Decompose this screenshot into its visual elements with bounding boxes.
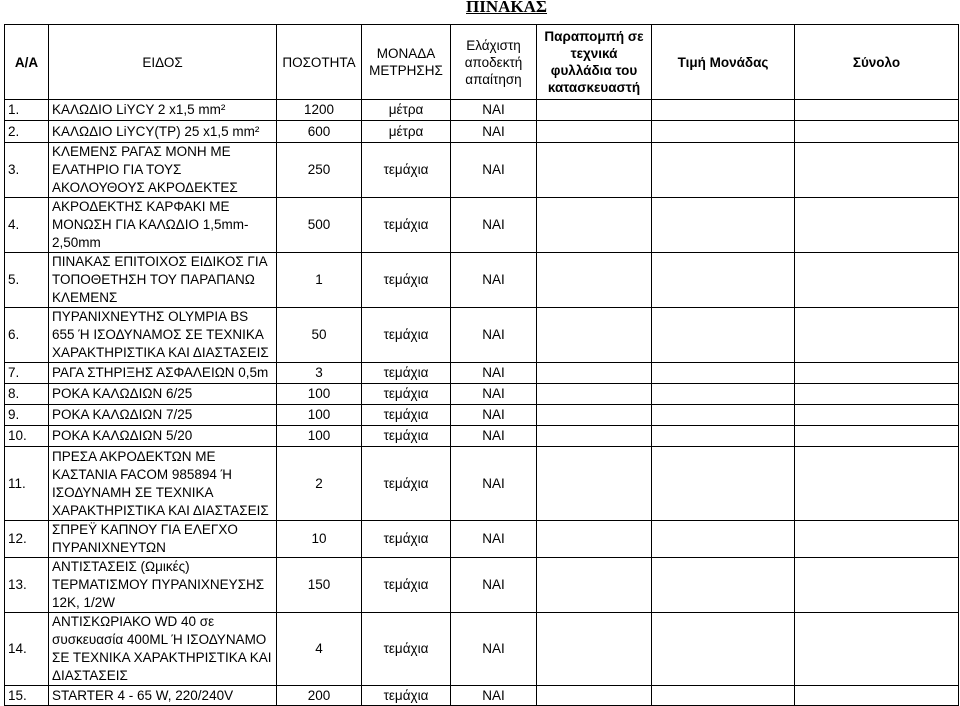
row-quantity: 100 xyxy=(277,426,362,447)
row-number: 11. xyxy=(5,447,49,521)
row-quantity: 150 xyxy=(277,558,362,613)
row-min-req: ΝΑΙ xyxy=(451,198,537,253)
table-row xyxy=(5,384,959,405)
row-ref xyxy=(537,198,652,253)
row-number: 5. xyxy=(5,253,49,308)
row-number: 1. xyxy=(5,100,49,121)
row-item: ΚΛΕΜΕΝΣ ΡΑΓΑΣ ΜΟΝΗ ΜΕ ΕΛΑΤΗΡΙΟ ΓΙΑ ΤΟΥΣ ΑΚΟΛΟΥΘΟΥΣ ΑΚΡΟΔΕΚΤΕΣ xyxy=(49,143,277,198)
row-min-req: ΝΑΙ xyxy=(451,447,537,521)
row-item: ΚΑΛΩΔΙΟ LiYCY(TP) 25 x1,5 mm² xyxy=(49,121,277,143)
row-total xyxy=(795,405,959,426)
row-ref xyxy=(537,308,652,363)
row-total xyxy=(795,613,959,686)
table-row xyxy=(5,405,959,426)
row-min-req: ΝΑΙ xyxy=(451,558,537,613)
row-unit: τεμάχια xyxy=(362,308,451,363)
row-item: STARTER 4 - 65 W, 220/240V xyxy=(49,686,277,706)
row-unit: τεμάχια xyxy=(362,143,451,198)
row-min-req: ΝΑΙ xyxy=(451,405,537,426)
row-unit: τεμάχια xyxy=(362,405,451,426)
row-number: 10. xyxy=(5,426,49,447)
row-total xyxy=(795,308,959,363)
header-quantity: ΠΟΣΟΤΗΤΑ xyxy=(277,25,362,100)
row-min-req: ΝΑΙ xyxy=(451,308,537,363)
row-item: ΠΥΡΑΝΙΧΝΕΥΤΗΣ OLYMPIA BS 655 Ή ΙΣΟΔΥΝΑΜΟΣ ΣΕ ΤΕΧΝΙΚΑ ΧΑΡΑΚΤΗΡΙΣΤΙΚΑ ΚΑΙ ΔΙΑΣΤΑΣΕΙΣ xyxy=(49,308,277,363)
row-quantity: 250 xyxy=(277,143,362,198)
table-body xyxy=(5,100,959,706)
row-min-req: ΝΑΙ xyxy=(451,426,537,447)
row-item: ΑΝΤΙΣΚΩΡΙΑΚΟ WD 40 σε συσκευασία 400ML Ή ΙΣΟΔΥΝΑΜΟ ΣΕ ΤΕΧΝΙΚΑ ΧΑΡΑΚΤΗΡΙΣΤΙΚΑ ΚΑΙ ΔΙΑΣΤΑΣΕΙΣ xyxy=(49,613,277,686)
row-ref xyxy=(537,100,652,121)
row-number: 3. xyxy=(5,143,49,198)
row-quantity: 1 xyxy=(277,253,362,308)
header-min-req: Ελάχιστη αποδεκτή απαίτηση xyxy=(451,25,537,100)
row-unit: τεμάχια xyxy=(362,253,451,308)
row-unit-price xyxy=(652,363,795,384)
table-row xyxy=(5,686,959,706)
row-unit-price xyxy=(652,384,795,405)
row-number: 4. xyxy=(5,198,49,253)
row-quantity: 2 xyxy=(277,447,362,521)
table-row xyxy=(5,363,959,384)
row-ref xyxy=(537,686,652,706)
row-ref xyxy=(537,253,652,308)
row-quantity: 1200 xyxy=(277,100,362,121)
header-row xyxy=(5,25,959,100)
row-unit: τεμάχια xyxy=(362,426,451,447)
items-table xyxy=(4,24,959,706)
row-unit-price xyxy=(652,198,795,253)
row-item: ΡΟΚΑ ΚΑΛΩΔΙΩΝ 7/25 xyxy=(49,405,277,426)
row-min-req: ΝΑΙ xyxy=(451,253,537,308)
row-item: ΣΠΡΕΫ ΚΑΠΝΟΥ ΓΙΑ ΕΛΕΓΧΟ ΠΥΡΑΝΙΧΝΕΥΤΩΝ xyxy=(49,521,277,558)
row-item: ΠΙΝΑΚΑΣ ΕΠΙΤΟΙΧΟΣ ΕΙΔΙΚΟΣ ΓΙΑ ΤΟΠΟΘΕΤΗΣΗ ΤΟΥ ΠΑΡΑΠΑΝΩ ΚΛΕΜΕΝΣ xyxy=(49,253,277,308)
row-number: 9. xyxy=(5,405,49,426)
table-row xyxy=(5,613,959,686)
row-unit: τεμάχια xyxy=(362,686,451,706)
row-unit: τεμάχια xyxy=(362,613,451,686)
row-min-req: ΝΑΙ xyxy=(451,363,537,384)
row-unit: μέτρα xyxy=(362,121,451,143)
row-quantity: 100 xyxy=(277,405,362,426)
header-ref: Παραπομπή σε τεχνικά φυλλάδια του κατασκευαστή xyxy=(537,25,652,100)
row-quantity: 3 xyxy=(277,363,362,384)
row-number: 2. xyxy=(5,121,49,143)
row-unit-price xyxy=(652,558,795,613)
table-row xyxy=(5,308,959,363)
row-total xyxy=(795,426,959,447)
row-unit: τεμάχια xyxy=(362,363,451,384)
row-total xyxy=(795,253,959,308)
row-ref xyxy=(537,143,652,198)
table-row xyxy=(5,143,959,198)
row-unit-price xyxy=(652,253,795,308)
row-ref xyxy=(537,521,652,558)
row-ref xyxy=(537,384,652,405)
row-unit-price xyxy=(652,405,795,426)
row-unit-price xyxy=(652,613,795,686)
header-unit-price: Τιμή Μονάδας xyxy=(652,25,795,100)
header-item: ΕΙΔΟΣ xyxy=(49,25,277,100)
row-total xyxy=(795,100,959,121)
header-unit: ΜΟΝΑΔΑ ΜΕΤΡΗΣΗΣ xyxy=(362,25,451,100)
row-quantity: 4 xyxy=(277,613,362,686)
row-min-req: ΝΑΙ xyxy=(451,384,537,405)
row-item: ΚΑΛΩΔΙΟ LiYCY 2 x1,5 mm² xyxy=(49,100,277,121)
table-row xyxy=(5,521,959,558)
row-unit-price xyxy=(652,426,795,447)
row-quantity: 600 xyxy=(277,121,362,143)
table-row xyxy=(5,198,959,253)
row-total xyxy=(795,384,959,405)
table-row xyxy=(5,426,959,447)
row-number: 6. xyxy=(5,308,49,363)
row-total xyxy=(795,143,959,198)
row-min-req: ΝΑΙ xyxy=(451,613,537,686)
row-min-req: ΝΑΙ xyxy=(451,143,537,198)
row-total xyxy=(795,686,959,706)
header-aa: Α/Α xyxy=(5,25,49,100)
row-unit-price xyxy=(652,686,795,706)
row-item: ΑΚΡΟΔΕΚΤΗΣ ΚΑΡΦΑΚΙ ΜΕ ΜΟΝΩΣΗ ΓΙΑ ΚΑΛΩΔΙΟ 1,5mm-2,50mm xyxy=(49,198,277,253)
table-row xyxy=(5,253,959,308)
row-quantity: 50 xyxy=(277,308,362,363)
row-total xyxy=(795,198,959,253)
row-unit: τεμάχια xyxy=(362,521,451,558)
row-quantity: 200 xyxy=(277,686,362,706)
row-quantity: 500 xyxy=(277,198,362,253)
header-total: Σύνολο xyxy=(795,25,959,100)
row-unit-price xyxy=(652,121,795,143)
row-total xyxy=(795,121,959,143)
table-row xyxy=(5,447,959,521)
row-number: 14. xyxy=(5,613,49,686)
table-row xyxy=(5,100,959,121)
row-item: ΡΑΓΑ ΣΤΗΡΙΞΗΣ ΑΣΦΑΛΕΙΩΝ 0,5m xyxy=(49,363,277,384)
row-unit-price xyxy=(652,143,795,198)
row-total xyxy=(795,447,959,521)
row-item: ΡΟΚΑ ΚΑΛΩΔΙΩΝ 5/20 xyxy=(49,426,277,447)
row-number: 15. xyxy=(5,686,49,706)
row-quantity: 100 xyxy=(277,384,362,405)
row-ref xyxy=(537,363,652,384)
row-ref xyxy=(537,447,652,521)
table-row xyxy=(5,558,959,613)
row-number: 8. xyxy=(5,384,49,405)
row-min-req: ΝΑΙ xyxy=(451,121,537,143)
row-ref xyxy=(537,121,652,143)
row-total xyxy=(795,521,959,558)
row-unit-price xyxy=(652,521,795,558)
row-number: 13. xyxy=(5,558,49,613)
row-unit-price xyxy=(652,100,795,121)
row-unit: μέτρα xyxy=(362,100,451,121)
row-quantity: 10 xyxy=(277,521,362,558)
row-item: ΡΟΚΑ ΚΑΛΩΔΙΩΝ 6/25 xyxy=(49,384,277,405)
row-number: 7. xyxy=(5,363,49,384)
row-item: ΠΡΕΣΑ ΑΚΡΟΔΕΚΤΩΝ ΜΕ ΚΑΣΤΑΝΙΑ FACOM 985894 Ή ΙΣΟΔΥΝΑΜΗ ΣΕ ΤΕΧΝΙΚΑ ΧΑΡΑΚΤΗΡΙΣΤΙΚΑ ΚΑΙ ΔΙΑΣΤΑΣΕΙΣ xyxy=(49,447,277,521)
table-row xyxy=(5,121,959,143)
row-total xyxy=(795,558,959,613)
document-title: ΠΙΝΑΚΑΣ xyxy=(466,0,548,16)
row-unit-price xyxy=(652,447,795,521)
row-ref xyxy=(537,613,652,686)
row-min-req: ΝΑΙ xyxy=(451,100,537,121)
row-item: ΑΝΤΙΣΤΑΣΕΙΣ (Ωμικές) ΤΕΡΜΑΤΙΣΜΟΥ ΠΥΡΑΝΙΧΝΕΥΣΗΣ 12Κ, 1/2W xyxy=(49,558,277,613)
row-ref xyxy=(537,405,652,426)
row-unit-price xyxy=(652,308,795,363)
row-unit: τεμάχια xyxy=(362,558,451,613)
row-total xyxy=(795,363,959,384)
row-ref xyxy=(537,426,652,447)
row-unit: τεμάχια xyxy=(362,198,451,253)
row-min-req: ΝΑΙ xyxy=(451,521,537,558)
row-unit: τεμάχια xyxy=(362,447,451,521)
row-number: 12. xyxy=(5,521,49,558)
row-min-req: ΝΑΙ xyxy=(451,686,537,706)
row-ref xyxy=(537,558,652,613)
row-unit: τεμάχια xyxy=(362,384,451,405)
